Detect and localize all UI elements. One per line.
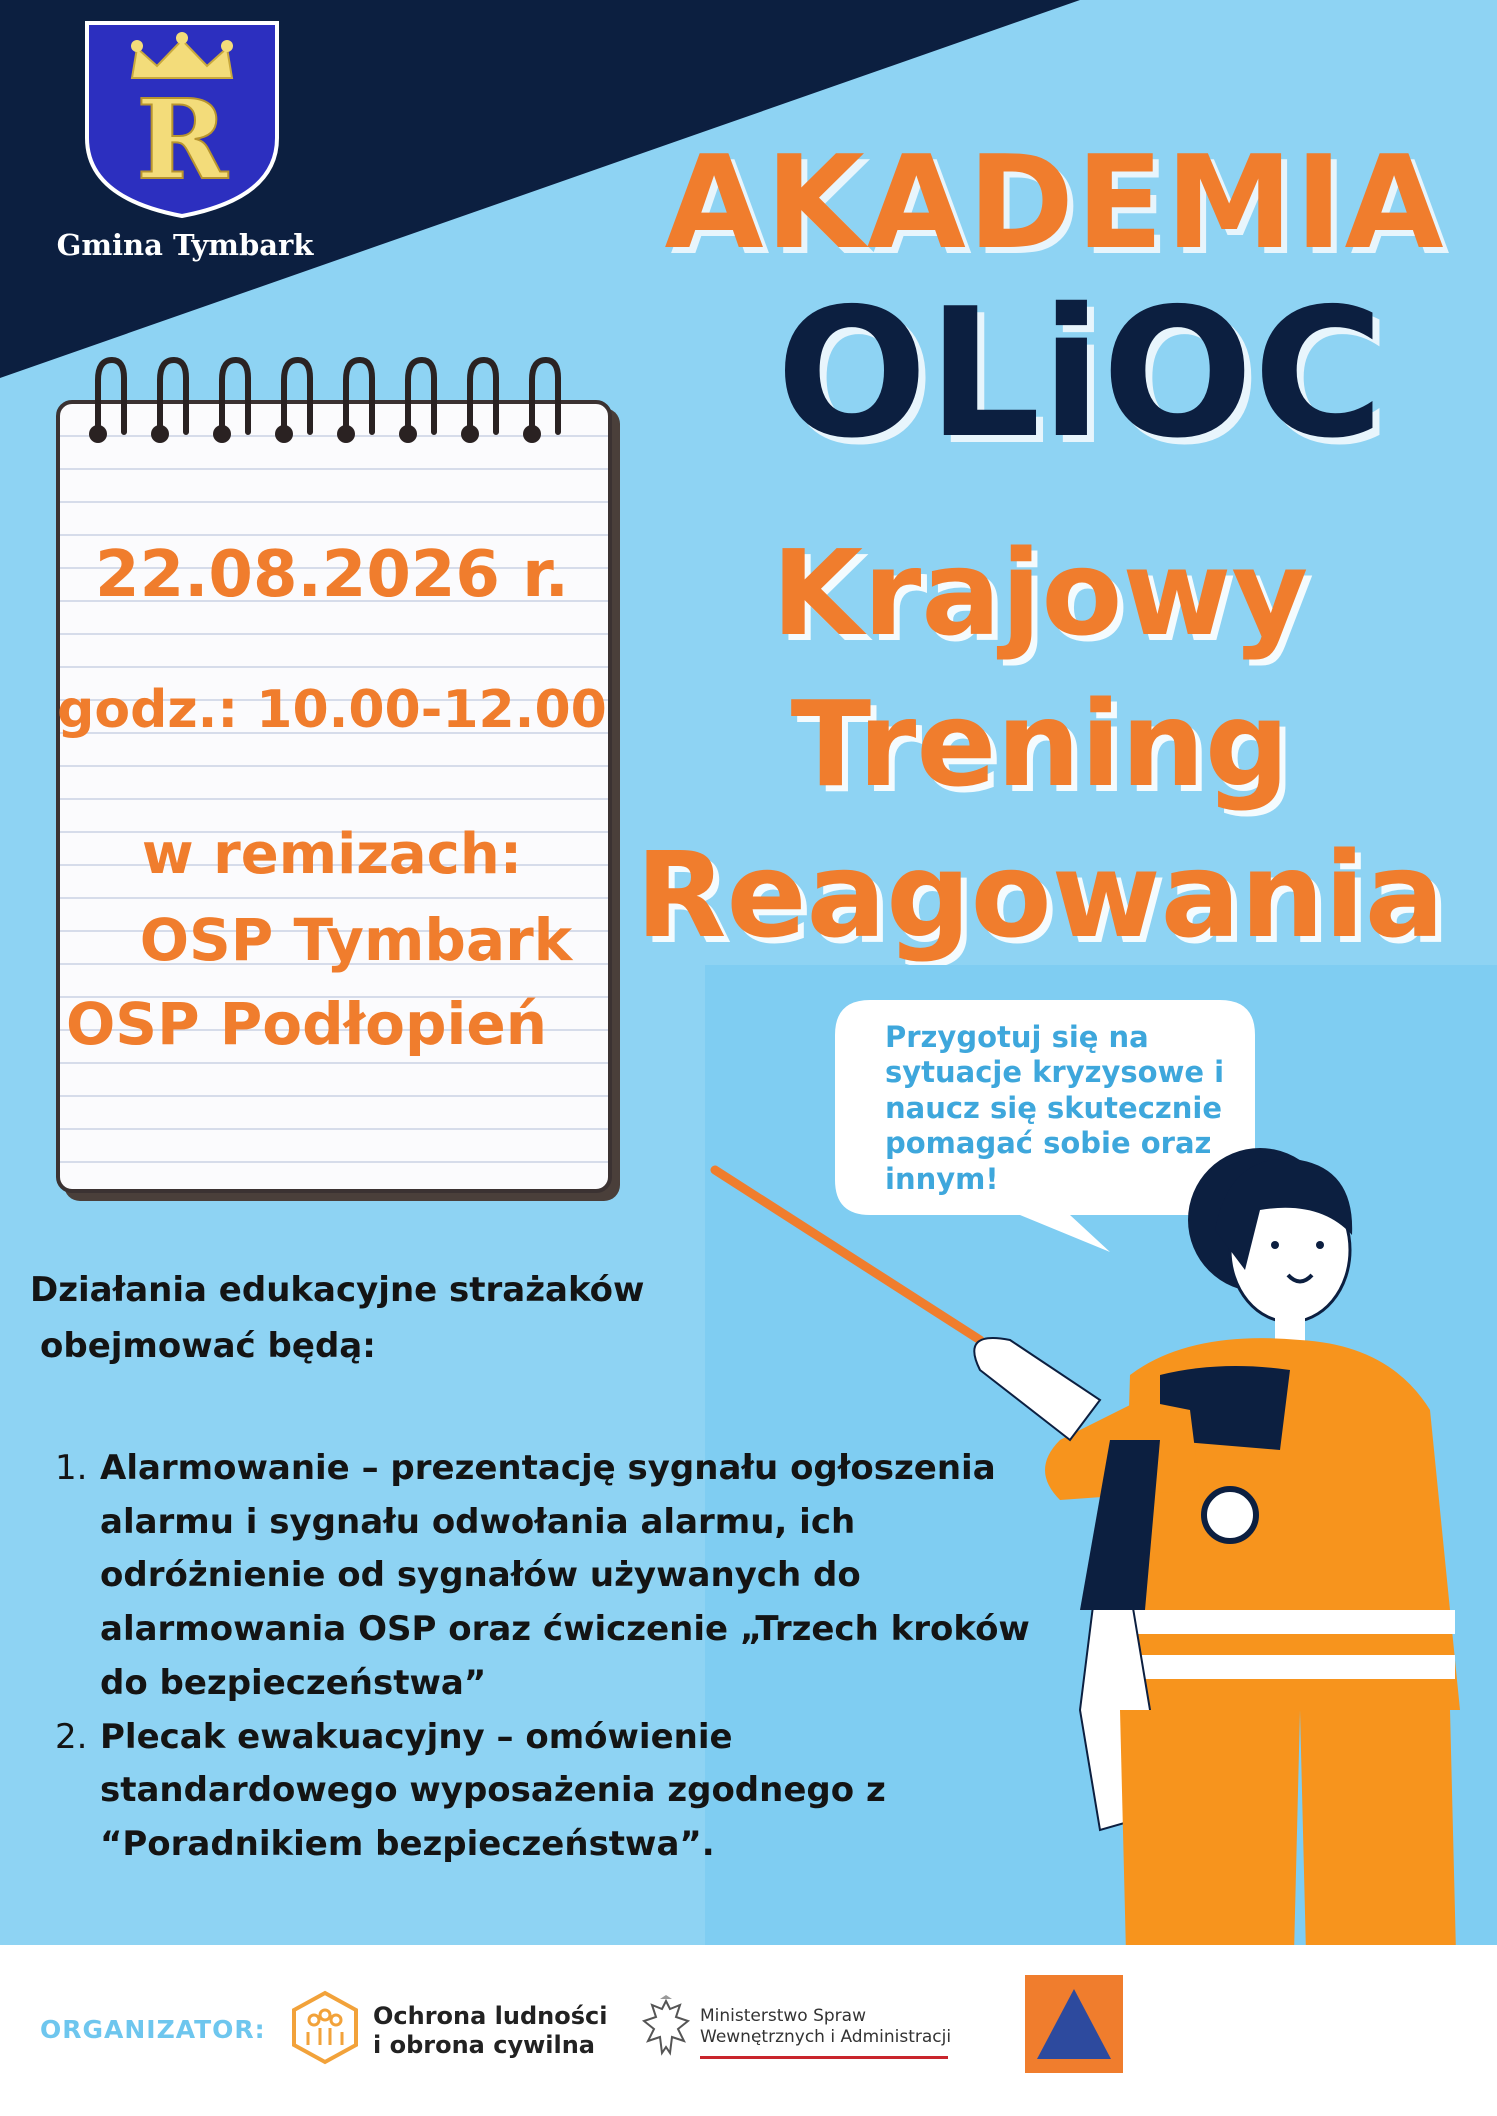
activities-list — [55, 1442, 1045, 1872]
title-akademia: AKADEMIA — [664, 129, 1446, 278]
ministerstwo-underline — [700, 2056, 948, 2059]
event-hours: godz.: 10.00-12.00 — [57, 680, 607, 740]
civil-defence-logo — [1025, 1975, 1123, 2073]
gmina-label: Gmina Tymbark — [56, 228, 314, 262]
list-item-number: 1. — [55, 1448, 88, 1488]
intro-line-2: obejmować będą: — [40, 1326, 376, 1367]
polish-eagle-icon — [640, 1995, 692, 2060]
event-date: 22.08.2026 r. — [95, 538, 569, 612]
svg-text:R: R — [136, 75, 228, 204]
list-item — [55, 1442, 1045, 1711]
title-trening: Trening — [790, 675, 1290, 814]
intro-text — [30, 1262, 750, 1374]
event-place-2: OSP Podłopień — [66, 990, 548, 1058]
notebook-card — [56, 400, 612, 1193]
notebook-rings-icon — [60, 352, 620, 462]
ochrona-ludnosci-logo-icon — [290, 1990, 360, 2065]
list-item-text: Plecak ewakuacyjny – omówienie standardowego wyposażenia zgodnego z “Poradnikiem bezpieczeństwa”. — [100, 1716, 886, 1865]
ochrona-ludnosci-text — [373, 2002, 607, 2060]
event-place-intro: w remizach: — [141, 822, 523, 887]
ministerstwo-line-2: Wewnętrznych i Administracji — [700, 2027, 952, 2048]
ochrona-ludnosci-line-2: i obrona cywilna — [373, 2030, 595, 2059]
title-krajowy: Krajowy — [771, 524, 1309, 662]
title-krajowy-trening-reagowania — [630, 518, 1450, 971]
civil-defence-triangle-icon — [1025, 1975, 1123, 2073]
organizer-label: ORGANIZATOR: — [40, 2015, 266, 2044]
intro-line-1: Działania edukacyjne strażaków — [30, 1270, 645, 1310]
coat-of-arms-crown-r-icon — [82, 18, 282, 218]
ochrona-ludnosci-line-1: Ochrona ludności — [373, 2002, 608, 2030]
speech-bubble-text: Przygotuj się na sytuacje kryzysowe i naucz się skutecznie pomagać sobie oraz innym! — [885, 1020, 1225, 1196]
ministerstwo-text — [700, 2006, 951, 2049]
title-olioc: OLiOC — [776, 270, 1384, 477]
list-item — [55, 1711, 1045, 1872]
event-place-1: OSP Tymbark — [139, 906, 573, 974]
ministerstwo-line-1: Ministerstwo Spraw — [700, 2006, 866, 2026]
title-reagowania: Reagowania — [635, 826, 1445, 965]
list-item-text: Alarmowanie – prezentację sygnału ogłoszenia alarmu i sygnału odwołania alarmu, ich odróżnienie od sygnałów używanych do alarmowania OSP oraz ćwiczenie „Trzech kroków do bezpieczeństwa” — [100, 1448, 1030, 1703]
list-item-number: 2. — [55, 1716, 88, 1757]
